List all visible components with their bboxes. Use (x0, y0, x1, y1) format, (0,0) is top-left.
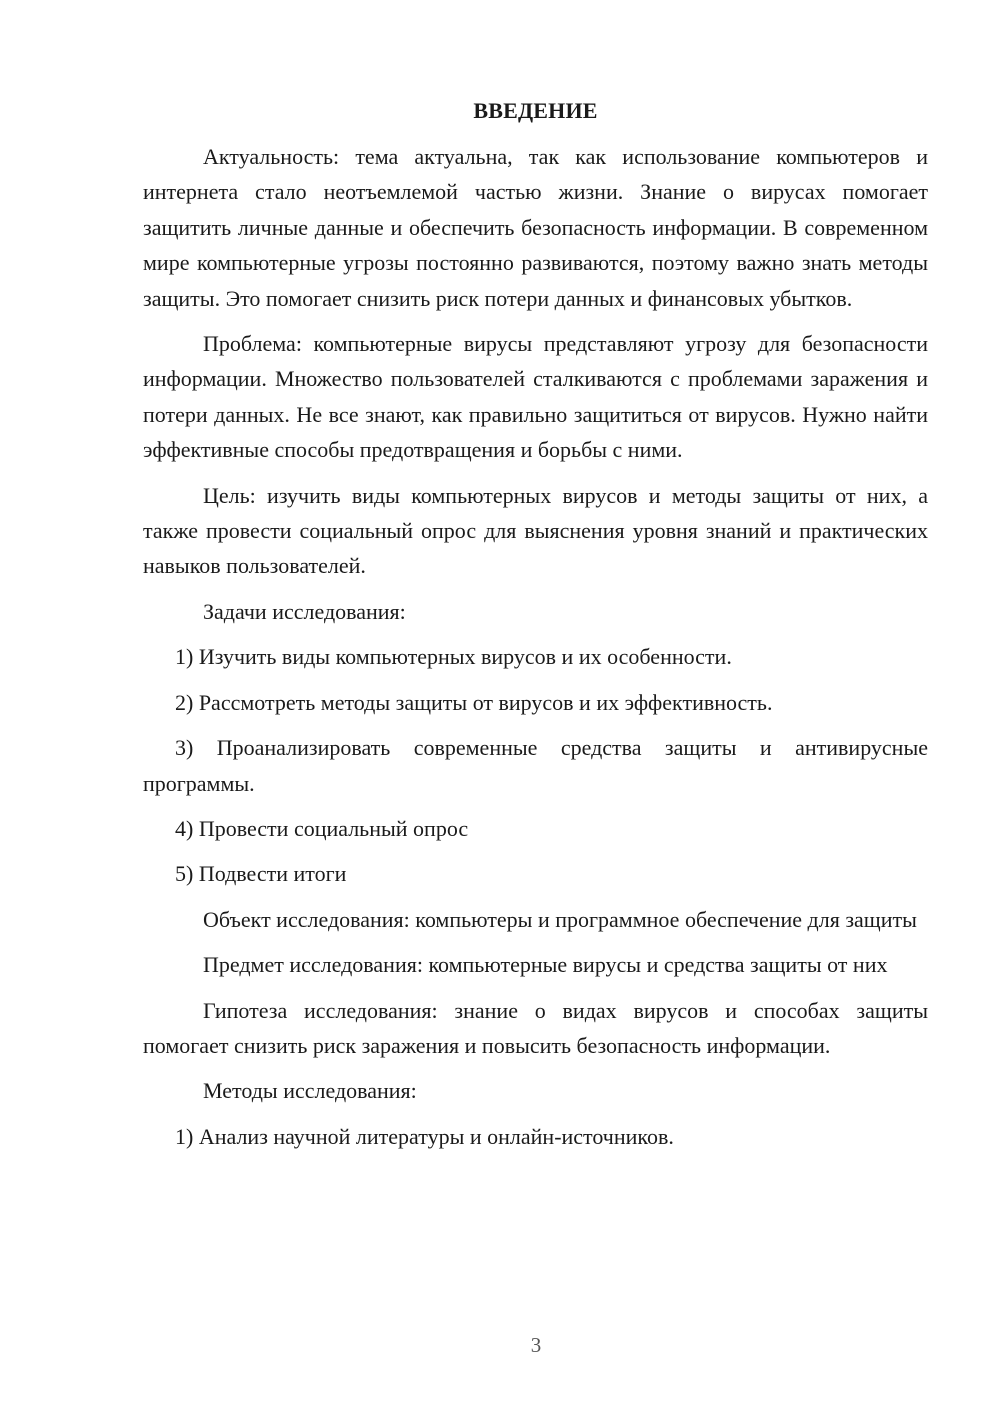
task-item: 2) Рассмотреть методы защиты от вирусов и их эффективность. (175, 689, 773, 715)
paragraph-hypothesis: Гипотеза исследования: знание о видах вирусов и способах защиты помогает снизить риск заражения и повысить безопасность информации. (143, 997, 928, 1058)
tasks-heading: Задачи исследования: (203, 598, 406, 624)
method-item: 1) Анализ научной литературы и онлайн-источников. (175, 1123, 674, 1149)
task-item: 1) Изучить виды компьютерных вирусов и их особенности. (175, 644, 732, 670)
task-item: 5) Подвести итоги (175, 861, 347, 887)
paragraph-goal: Цель: изучить виды компьютерных вирусов и методы защиты от них, а также провести социальный опрос для выяснения уровня знаний и практических навыков пользователей. (143, 482, 928, 579)
page-content (143, 96, 928, 1164)
paragraph-relevance: Актуальность: тема актуальна, так как использование компьютеров и интернета стало неотъемлемой частью жизни. Знание о вирусах помогает защитить личные данные и обеспечить безопасность информации. В современном мире компьютерные угрозы постоянно развиваются, поэтому важно знать методы защиты. Это помогает снизить риск потери данных и финансовых убытков. (143, 144, 928, 311)
paragraph-subject: Предмет исследования: компьютерные вирусы и средства защиты от них (203, 952, 888, 978)
task-item: 3) Проанализировать современные средства защиты и антивирусные программы. (143, 735, 928, 796)
page-number: 3 (530, 1333, 542, 1357)
paragraph-problem: Проблема: компьютерные вирусы представляют угрозу для безопасности информации. Множество пользователей сталкиваются с проблемами заражения и потери данных. Не все знают, как правильно защититься от вирусов. Нужно найти эффективные способы предотвращения и борьбы с ними. (143, 331, 928, 463)
task-item: 4) Провести социальный опрос (175, 815, 469, 841)
paragraph-object: Объект исследования: компьютеры и программное обеспечение для защиты (203, 906, 917, 932)
methods-heading: Методы исследования: (203, 1078, 417, 1104)
section-heading: ВВЕДЕНИЕ (473, 98, 598, 123)
